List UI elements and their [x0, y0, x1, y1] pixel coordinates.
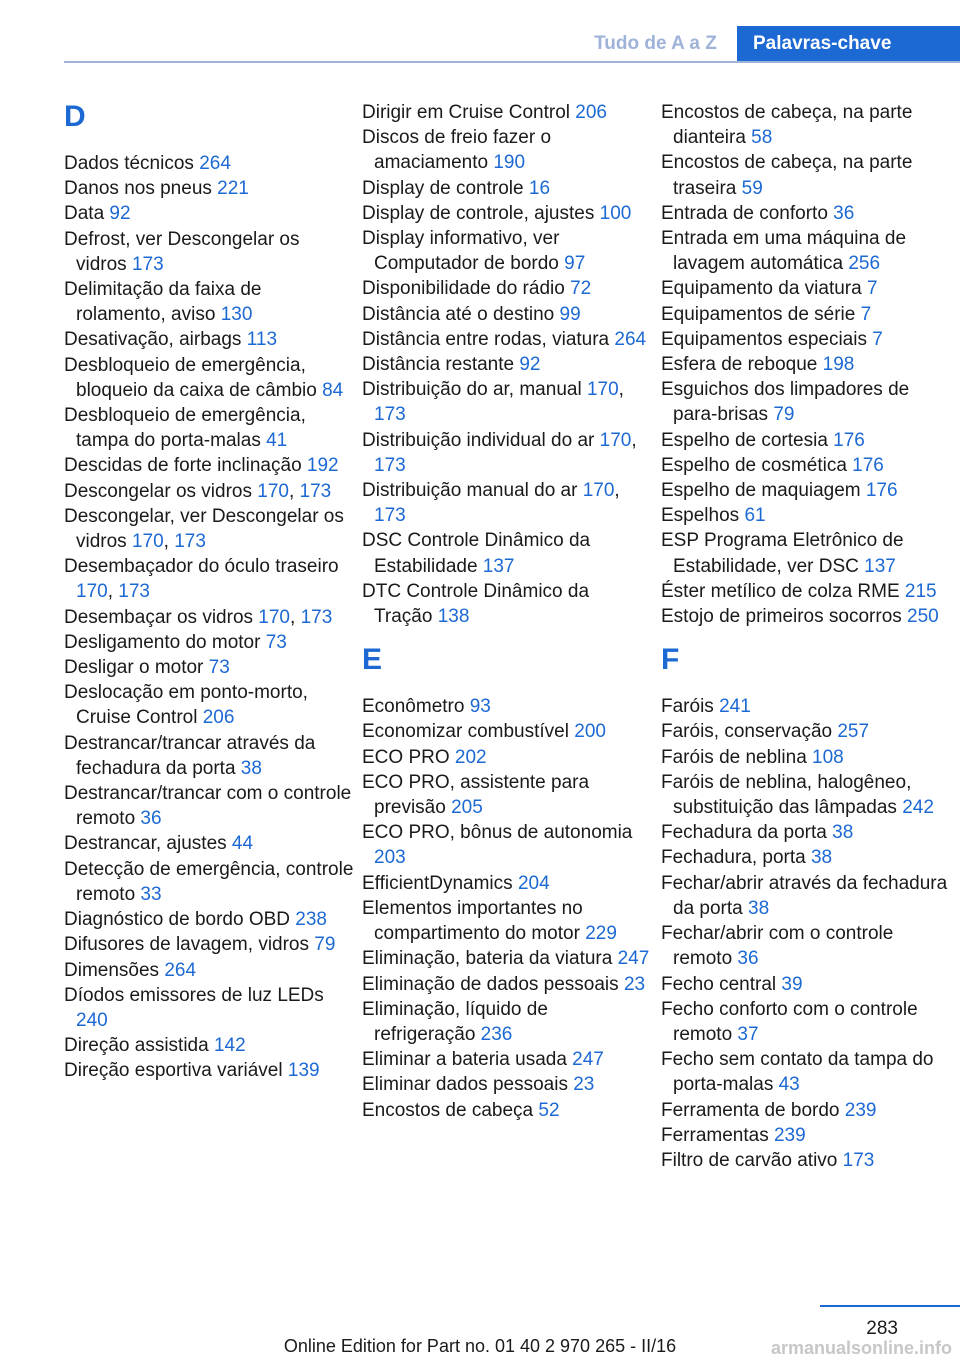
index-entry-text: Estojo de primeiros socorros	[661, 606, 908, 628]
index-entry-text: Deslocação em ponto-morto, Cruise Control	[64, 682, 308, 729]
page-separator: ,	[618, 379, 624, 401]
page-link[interactable]: 23	[573, 1074, 595, 1096]
index-entry-text: Desativação, airbags	[64, 329, 247, 351]
index-letter-heading: E	[362, 643, 383, 677]
index-entry-text: Distância até o destino	[362, 303, 560, 325]
page-separator: ,	[163, 531, 175, 553]
index-entry	[661, 428, 957, 453]
index-entry-text: Eliminação, bateria da viatura	[362, 948, 618, 970]
page-link[interactable]: 239	[844, 1099, 877, 1121]
index-entry-text: Defrost, ver Descongelar os vidros	[64, 228, 300, 275]
index-entry	[661, 1047, 957, 1097]
index-entry-text: Descongelar, ver Descongelar os vidros	[64, 505, 344, 553]
index-entry-text: Destrancar/trancar com o controle remoto	[64, 783, 352, 830]
index-entry	[362, 820, 652, 870]
index-entry	[661, 694, 957, 719]
index-entry-text: Desbloqueio de emergência, bloqueio da caixa de câmbio	[64, 354, 323, 401]
index-entry	[362, 997, 652, 1047]
index-entry	[64, 630, 354, 655]
page-separator: ,	[290, 606, 301, 628]
index-entry-text: Filtro de carvão ativo	[661, 1149, 843, 1171]
page-header	[0, 26, 960, 62]
index-entry-text: Desbloqueio de emergência, tampa do porta-malas	[64, 405, 306, 452]
page-link[interactable]: 203	[374, 847, 406, 869]
index-entry-text: Esguichos dos limpadores de para-brisas	[661, 379, 910, 426]
index-entry	[362, 327, 652, 352]
page-link[interactable]: 38	[832, 822, 854, 844]
index-entry	[661, 327, 957, 352]
page-link[interactable]: 173	[374, 404, 406, 426]
page-link[interactable]: 173	[131, 253, 164, 275]
page-link[interactable]: 92	[109, 203, 131, 225]
index-entry	[661, 719, 957, 744]
page-link[interactable]: 170	[599, 429, 632, 451]
header-rule	[64, 61, 960, 63]
page-link[interactable]: 43	[778, 1074, 800, 1096]
page-link[interactable]: 206	[575, 102, 607, 123]
page-link[interactable]: 198	[822, 354, 855, 376]
index-entry-text: EfficientDynamics	[362, 872, 518, 894]
page-link[interactable]: 239	[773, 1124, 806, 1146]
index-entry	[362, 770, 652, 820]
index-entry	[661, 201, 957, 226]
index-entry-text: Ferramenta de bordo	[661, 1099, 845, 1121]
index-entry	[362, 1098, 652, 1123]
page-link[interactable]: 38	[240, 757, 262, 779]
index-entry	[661, 226, 957, 276]
index-entry	[362, 1047, 652, 1072]
index-entry-text: Destrancar/trancar através da fechadura da porta	[64, 732, 316, 779]
index-entry	[64, 201, 354, 226]
watermark-logo: armanualsonline.info	[770, 1338, 952, 1358]
page-link[interactable]: 73	[208, 657, 230, 679]
page-link[interactable]: 256	[848, 253, 881, 275]
index-entry	[362, 352, 652, 377]
index-entry-text: Faróis	[661, 696, 720, 718]
index-entry-text: Fecho conforto com o controle remoto	[661, 998, 918, 1045]
index-entry-text: Desligamento do motor	[64, 631, 266, 653]
index-entry-text: Encostos de cabeça	[362, 1099, 539, 1121]
index-entry	[64, 857, 354, 907]
index-column-1	[64, 100, 354, 1084]
index-entry	[362, 377, 652, 427]
index-entry	[362, 946, 652, 971]
footer-rule	[820, 1305, 960, 1307]
index-entry	[362, 528, 652, 578]
index-entry-text: Equipamentos de série	[661, 303, 861, 325]
index-entry	[661, 503, 957, 528]
page-link[interactable]: 240	[76, 1009, 108, 1031]
index-entry-text: Delimitação da faixa de rolamento, aviso	[64, 279, 262, 326]
index-entry-text: ECO PRO, bônus de autonomia	[362, 822, 633, 844]
index-entry	[661, 1098, 957, 1123]
index-entry-text: Data	[64, 203, 110, 225]
index-entry	[661, 1148, 957, 1173]
index-entry-text: Danos nos pneus	[64, 178, 218, 200]
index-entry	[64, 327, 354, 352]
page-link[interactable]: 170	[258, 606, 290, 628]
index-entry-text: Display de controle	[362, 177, 529, 199]
page-link[interactable]: 59	[741, 177, 763, 199]
page-link[interactable]: 36	[833, 202, 855, 224]
index-entry-text: Éster metílico de colza RME	[661, 580, 905, 602]
index-entry-text: ESP Programa Eletrônico de Estabilidade, ver DSC	[661, 530, 904, 577]
index-entry-text: Díodos emissores de luz LEDs	[64, 984, 324, 1006]
page-link[interactable]: 16	[528, 177, 551, 199]
page-link[interactable]: 192	[306, 455, 339, 477]
index-entry	[362, 428, 652, 478]
index-entry	[64, 731, 354, 781]
page-link[interactable]: 33	[140, 883, 162, 905]
page-link[interactable]: 215	[904, 580, 937, 602]
index-entry-text: Distância entre rodas, viatura	[362, 328, 615, 350]
index-entry	[64, 176, 354, 201]
index-entry-text: Faróis de neblina	[661, 746, 813, 768]
index-entry-text: Eliminação de dados pessoais	[362, 973, 624, 995]
index-entry-text: Fecho central	[661, 973, 782, 995]
index-entry-text: Detecção de emergência, controle remoto	[64, 858, 354, 905]
index-entry-text: Display informativo, ver Computador de bordo	[362, 228, 565, 275]
page-link[interactable]: 52	[538, 1099, 560, 1121]
index-entry	[362, 125, 652, 175]
index-letter-heading: D	[64, 100, 86, 133]
page-separator: ,	[614, 480, 620, 502]
page-link[interactable]: 264	[199, 153, 231, 174]
index-entry	[64, 554, 354, 604]
section-tab[interactable]: Tudo de A a Z	[594, 33, 717, 54]
index-entry-text: Eliminação, líquido de refrigeração	[362, 998, 548, 1045]
index-entry-text: Fechar/abrir com o controle remoto	[661, 923, 894, 970]
index-entry-text: Elementos importantes no compartimento do motor	[362, 897, 586, 945]
page-link[interactable]: 173	[299, 480, 332, 502]
index-entry	[64, 655, 354, 680]
index-entry-text: Econômetro	[362, 696, 470, 718]
index-entry	[661, 972, 957, 997]
index-entry	[661, 100, 957, 150]
index-entry-text: Eliminar dados pessoais	[362, 1074, 574, 1096]
index-entry	[64, 227, 354, 277]
index-entry	[661, 377, 957, 427]
page-link[interactable]: 99	[559, 303, 581, 325]
index-entry	[362, 579, 652, 629]
index-entry	[362, 745, 652, 770]
index-entry-text: Espelhos	[661, 505, 745, 527]
index-entry-text: ECO PRO	[362, 746, 455, 768]
page-link[interactable]: 247	[617, 948, 650, 970]
index-entry	[362, 719, 652, 744]
index-entry	[661, 150, 957, 200]
index-entry	[661, 921, 957, 971]
index-entry-text: Distribuição manual do ar	[362, 480, 583, 502]
index-entry	[362, 871, 652, 896]
index-entry-text: Distância restante	[362, 354, 520, 376]
page-link[interactable]: 173	[842, 1149, 875, 1171]
page-separator: ,	[288, 480, 300, 502]
page-link[interactable]: 173	[374, 454, 406, 476]
page-link[interactable]: 250	[907, 606, 939, 628]
page-link[interactable]: 264	[614, 328, 647, 350]
page-link[interactable]: 130	[220, 304, 253, 326]
index-column-3	[661, 100, 957, 1173]
index-entry-text: Desligar o motor	[64, 657, 209, 679]
page-link[interactable]: 173	[374, 505, 406, 527]
index-entry-text: Desembaçar os vidros	[64, 606, 259, 628]
index-entry	[362, 478, 652, 528]
page-link[interactable]: 41	[266, 430, 288, 452]
page-link[interactable]: 170	[131, 531, 164, 553]
index-entry-text: Dirigir em Cruise Control	[362, 102, 576, 123]
index-entry	[362, 276, 652, 301]
edition-footer: Online Edition for Part no. 01 40 2 970 265 - II/16	[283, 1336, 677, 1356]
index-entry-text: Faróis, conservação	[661, 721, 838, 743]
page-link[interactable]: 206	[202, 707, 235, 729]
index-entry	[661, 820, 957, 845]
page-link[interactable]: 100	[599, 202, 632, 224]
index-entry-text: DSC Controle Dinâmico da Estabilidade	[362, 530, 591, 577]
page-link[interactable]: 173	[300, 606, 333, 628]
index-entry-text: Display de controle, ajustes	[362, 202, 600, 224]
index-entry	[661, 276, 957, 301]
page-link[interactable]: 93	[469, 696, 491, 718]
index-entry-text: Fechar/abrir através da fechadura da porta	[661, 872, 948, 919]
index-entry-text: Encostos de cabeça, na parte traseira	[661, 152, 913, 199]
index-entry-text: Fecho sem contato da tampa do porta-malas	[661, 1049, 934, 1096]
page-separator: ,	[631, 429, 637, 451]
page-link[interactable]: 38	[748, 897, 770, 919]
index-entry-text: Faróis de neblina, halogêneo, substituição das lâmpadas	[661, 771, 912, 819]
page-link[interactable]: 247	[572, 1049, 604, 1071]
page-link[interactable]: 190	[493, 152, 526, 174]
index-entry	[64, 151, 354, 176]
index-entry-text: Espelho de cosmética	[661, 454, 853, 476]
index-entry-text: Economizar combustível	[362, 721, 575, 743]
index-entry-text: Espelho de maquiagem	[661, 480, 866, 502]
index-entry-text: Entrada de conforto	[661, 202, 834, 224]
index-entry	[661, 604, 957, 629]
index-entry	[362, 972, 652, 997]
index-entry	[64, 907, 354, 932]
index-entry	[661, 871, 957, 921]
index-letter-heading: F	[661, 643, 680, 677]
page-link[interactable]: 170	[582, 480, 615, 502]
index-entry-text: Espelho de cortesia	[661, 429, 834, 451]
page-link[interactable]: 97	[564, 253, 586, 275]
index-entry	[661, 745, 957, 770]
page-link[interactable]: 242	[902, 797, 934, 819]
page-link[interactable]: 170	[76, 581, 108, 603]
index-entry	[362, 201, 652, 226]
index-entry	[64, 277, 354, 327]
index-entry-text: Desembaçador do óculo traseiro	[64, 556, 339, 578]
page-link[interactable]: 221	[217, 178, 249, 200]
page-separator: ,	[107, 581, 119, 603]
page-link[interactable]: 36	[737, 948, 759, 970]
index-entry	[661, 528, 957, 578]
index-entry-text: DTC Controle Dinâmico da Tração	[362, 580, 590, 628]
index-entry-text: Fechadura, porta	[661, 847, 811, 869]
page-link[interactable]: 257	[837, 721, 870, 743]
index-entry-text: Destrancar, ajustes	[64, 833, 232, 855]
page-link[interactable]: 176	[865, 480, 898, 502]
page-link[interactable]: 142	[213, 1035, 246, 1057]
index-entry	[64, 983, 354, 1033]
page-link[interactable]: 84	[322, 379, 344, 401]
page-number: 283	[866, 1318, 898, 1339]
index-column-2	[362, 100, 652, 1123]
page-link[interactable]: 79	[773, 404, 795, 426]
index-entry	[362, 226, 652, 276]
page-link[interactable]: 37	[737, 1023, 759, 1045]
index-entry-text: Dimensões	[64, 959, 165, 981]
page-link[interactable]: 202	[454, 746, 487, 768]
index-entry	[362, 100, 652, 125]
page-link[interactable]: 138	[437, 606, 470, 628]
page-link[interactable]: 176	[852, 454, 884, 476]
index-entry	[64, 1033, 354, 1058]
index-entry	[661, 453, 957, 478]
index-entry	[64, 781, 354, 831]
page-link[interactable]: 113	[246, 329, 278, 351]
index-entry	[64, 504, 354, 554]
index-entry	[661, 352, 957, 377]
page-link[interactable]: 38	[810, 847, 833, 869]
index-entry-text: Eliminar a bateria usada	[362, 1049, 573, 1071]
index-entry	[64, 680, 354, 730]
index-entry-text: Direção assistida	[64, 1035, 214, 1057]
index-entry-text: Dados técnicos	[64, 153, 200, 174]
page-link[interactable]: 79	[314, 934, 336, 956]
index-entry-text: Equipamentos especiais	[661, 328, 873, 350]
page-link[interactable]: 173	[118, 581, 150, 603]
page-link[interactable]: 238	[295, 909, 327, 931]
index-entry-text: Ferramentas	[661, 1124, 774, 1146]
index-entry	[64, 958, 354, 983]
index-entry	[661, 1123, 957, 1148]
page-link[interactable]: 139	[287, 1060, 320, 1082]
index-entry-text: Diagnóstico de bordo OBD	[64, 909, 296, 931]
index-entry	[362, 302, 652, 327]
index-entry	[64, 1058, 354, 1083]
page-link[interactable]: 36	[140, 808, 162, 830]
page-link[interactable]: 176	[833, 429, 865, 451]
index-entry-text: Descidas de forte inclinação	[64, 455, 307, 477]
page-link[interactable]: 7	[860, 303, 872, 325]
index-entry-text: Esfera de reboque	[661, 354, 823, 376]
index-entry-text: Entrada em uma máquina de lavagem automática	[661, 228, 907, 275]
index-entry-text: Encostos de cabeça, na parte dianteira	[661, 102, 913, 149]
index-entry-text: Fechadura da porta	[661, 822, 833, 844]
page-link[interactable]: 7	[872, 328, 883, 350]
index-entry-text: ECO PRO, assistente para previsão	[362, 771, 590, 819]
page-link[interactable]: 73	[265, 631, 287, 653]
index-entry	[362, 176, 652, 201]
index-entry	[64, 932, 354, 957]
chapter-tab[interactable]: Palavras-chave	[737, 26, 960, 62]
page-link[interactable]: 173	[174, 531, 206, 553]
page-link[interactable]: 170	[586, 379, 619, 401]
index-entry	[64, 831, 354, 856]
index-entry-text: Distribuição do ar, manual	[362, 379, 587, 401]
page-link[interactable]: 200	[574, 721, 606, 743]
index-entry-text: Equipamento da viatura	[661, 278, 867, 300]
page-link[interactable]: 241	[719, 696, 751, 718]
page-link[interactable]: 170	[257, 480, 289, 502]
page-link[interactable]: 236	[480, 1023, 513, 1045]
index-entry-text: Discos de freio fazer o amaciamento	[362, 127, 552, 174]
page-link[interactable]: 44	[231, 833, 254, 855]
page-link[interactable]: 72	[570, 278, 592, 300]
page-link[interactable]: 137	[864, 555, 896, 577]
index-entry-text: Descongelar os vidros	[64, 480, 258, 502]
page-link[interactable]: 58	[751, 127, 773, 149]
index-entry-text: Disponibilidade do rádio	[362, 278, 571, 300]
index-entry	[64, 453, 354, 478]
page-link[interactable]: 108	[812, 746, 844, 768]
index-entry	[661, 579, 957, 604]
index-entry	[661, 997, 957, 1047]
index-entry	[661, 478, 957, 503]
page-link[interactable]: 23	[623, 973, 646, 995]
page-link[interactable]: 7	[866, 278, 878, 300]
page-link[interactable]: 229	[585, 923, 617, 945]
index-entry	[64, 403, 354, 453]
page-link[interactable]: 61	[744, 505, 766, 527]
index-entry	[661, 770, 957, 820]
index-entry	[362, 694, 652, 719]
index-entry-text: Distribuição individual do ar	[362, 429, 600, 451]
page-link[interactable]: 264	[164, 959, 197, 981]
page-link[interactable]: 204	[517, 872, 550, 894]
page-link[interactable]: 39	[781, 973, 803, 995]
index-entry	[362, 896, 652, 946]
index-entry-text: Difusores de lavagem, vidros	[64, 934, 315, 956]
index-entry	[64, 605, 354, 630]
index-entry	[64, 353, 354, 403]
index-entry	[661, 845, 957, 870]
page-link[interactable]: 205	[451, 797, 483, 819]
page-link[interactable]: 137	[482, 555, 515, 577]
page-link[interactable]: 92	[519, 354, 541, 376]
index-entry	[362, 1072, 652, 1097]
index-entry	[64, 479, 354, 504]
index-entry	[661, 302, 957, 327]
index-entry-text: Direção esportiva variável	[64, 1060, 288, 1082]
